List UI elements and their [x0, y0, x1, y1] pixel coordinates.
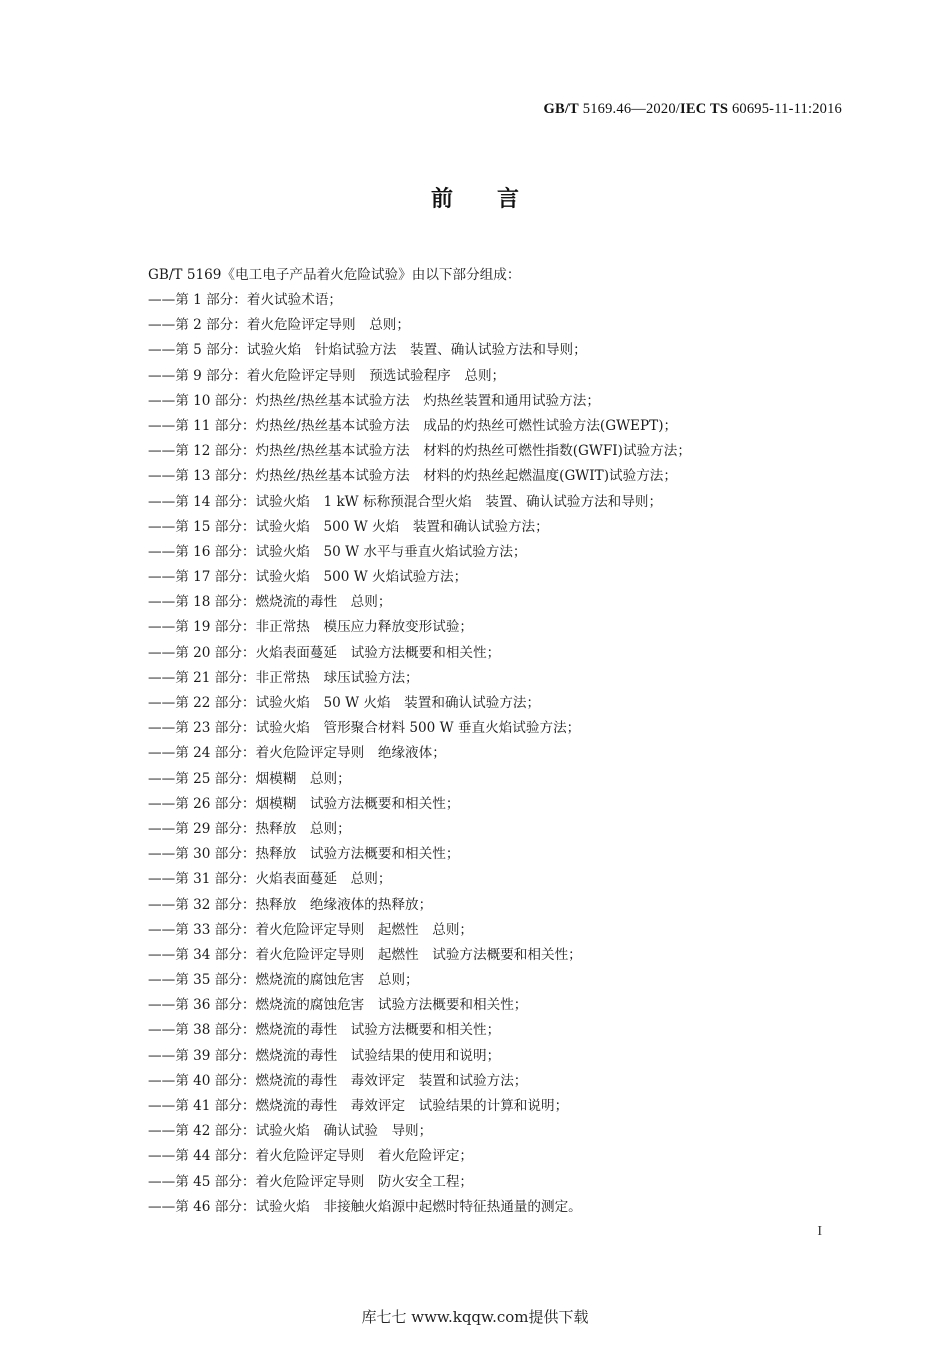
list-item: ——第 5 部分：试验火焰 针焰试验方法 装置、确认试验方法和导则；	[148, 342, 587, 359]
list-item: ——第 41 部分：燃烧流的毒性 毒效评定 试验结果的计算和说明；	[148, 1098, 569, 1114]
standard-code	[543, 101, 842, 118]
list-item: ——第 30 部分：热释放 试验方法概要和相关性；	[148, 846, 460, 863]
list-item: ——第 11 部分：灼热丝/热丝基本试验方法 成品的灼热丝可燃性试验方法(GWEPT)；	[148, 417, 678, 434]
list-item: ——第 36 部分：燃烧流的腐蚀危害 试验方法概要和相关性；	[148, 997, 528, 1014]
list-item: ——第 19 部分：非正常热 模压应力释放变形试验；	[148, 619, 474, 636]
list-item: ——第 32 部分：热释放 绝缘液体的热释放；	[148, 896, 433, 913]
page-number: I	[817, 1224, 822, 1239]
standard-code-suffix: 60695-11-11:2016	[731, 101, 842, 117]
list-item: ——第 29 部分：热释放 总则；	[148, 820, 351, 837]
list-item: ——第 40 部分：燃烧流的毒性 毒效评定 装置和试验方法；	[148, 1072, 528, 1089]
list-item: ——第 34 部分：着火危险评定导则 起燃性 试验方法概要和相关性；	[148, 946, 582, 963]
list-item: ——第 39 部分：燃烧流的毒性 试验结果的使用和说明；	[148, 1047, 501, 1064]
list-item: ——第 13 部分：灼热丝/热丝基本试验方法 材料的灼热丝起燃温度(GWIT)试验方法；	[148, 468, 677, 485]
list-item: ——第 31 部分：火焰表面蔓延 总则；	[148, 871, 392, 888]
list-item: ——第 1 部分：着火试验术语；	[148, 292, 343, 308]
list-item: ——第 12 部分：灼热丝/热丝基本试验方法 材料的灼热丝可燃性指数(GWFI)试验方法；	[148, 443, 691, 460]
list-item: ——第 15 部分：试验火焰 500 W 火焰 装置和确认试验方法；	[148, 518, 549, 535]
list-item: ——第 20 部分：火焰表面蔓延 试验方法概要和相关性；	[148, 644, 501, 661]
list-item: ——第 38 部分：燃烧流的毒性 试验方法概要和相关性；	[148, 1022, 501, 1039]
list-item: ——第 35 部分：燃烧流的腐蚀危害 总则；	[148, 972, 419, 989]
standard-code-iec: IEC TS	[680, 101, 729, 117]
list-item: ——第 23 部分：试验火焰 管形聚合材料 500 W 垂直火焰试验方法；	[148, 720, 581, 737]
standard-code-prefix: GB/T	[543, 101, 579, 117]
page-title: 前言	[430, 187, 563, 212]
list-item: ——第 45 部分：着火危险评定导则 防火安全工程；	[148, 1173, 474, 1190]
list-item: ——第 22 部分：试验火焰 50 W 火焰 装置和确认试验方法；	[148, 695, 541, 711]
list-item: ——第 26 部分：烟模糊 试验方法概要和相关性；	[148, 795, 460, 812]
list-item: ——第 18 部分：燃烧流的毒性 总则；	[148, 594, 392, 611]
list-item: ——第 10 部分：灼热丝/热丝基本试验方法 灼热丝装置和通用试验方法；	[148, 392, 600, 409]
list-item: ——第 16 部分：试验火焰 50 W 水平与垂直火焰试验方法；	[148, 543, 527, 560]
list-item: ——第 21 部分：非正常热 球压试验方法；	[148, 669, 419, 686]
list-item: ——第 42 部分：试验火焰 确认试验 导则；	[148, 1123, 433, 1140]
list-item: ——第 44 部分：着火危险评定导则 着火危险评定；	[148, 1148, 474, 1165]
list-item: ——第 9 部分：着火危险评定导则 预选试验程序 总则；	[148, 367, 506, 384]
list-item: ——第 46 部分：试验火焰 非接触火焰源中起燃时特征热通量的测定。	[148, 1198, 582, 1215]
list-item: ——第 14 部分：试验火焰 1 kW 标称预混合型火焰 装置、确认试验方法和导则；	[148, 493, 663, 510]
download-watermark: 库七七 www.kqqw.com提供下载	[361, 1308, 589, 1326]
standard-code-main: 5169.46—2020/	[582, 101, 681, 117]
list-item: ——第 24 部分：着火危险评定导则 绝缘液体；	[148, 745, 446, 762]
intro-paragraph: GB/T 5169《电工电子产品着火危险试验》由以下部分组成：	[148, 267, 521, 283]
list-item: ——第 25 部分：烟模糊 总则；	[148, 770, 351, 787]
list-item: ——第 2 部分：着火危险评定导则 总则；	[148, 317, 410, 334]
list-item: ——第 33 部分：着火危险评定导则 起燃性 总则；	[148, 921, 474, 938]
list-item: ——第 17 部分：试验火焰 500 W 火焰试验方法；	[148, 569, 468, 586]
parts-list	[148, 288, 691, 1220]
